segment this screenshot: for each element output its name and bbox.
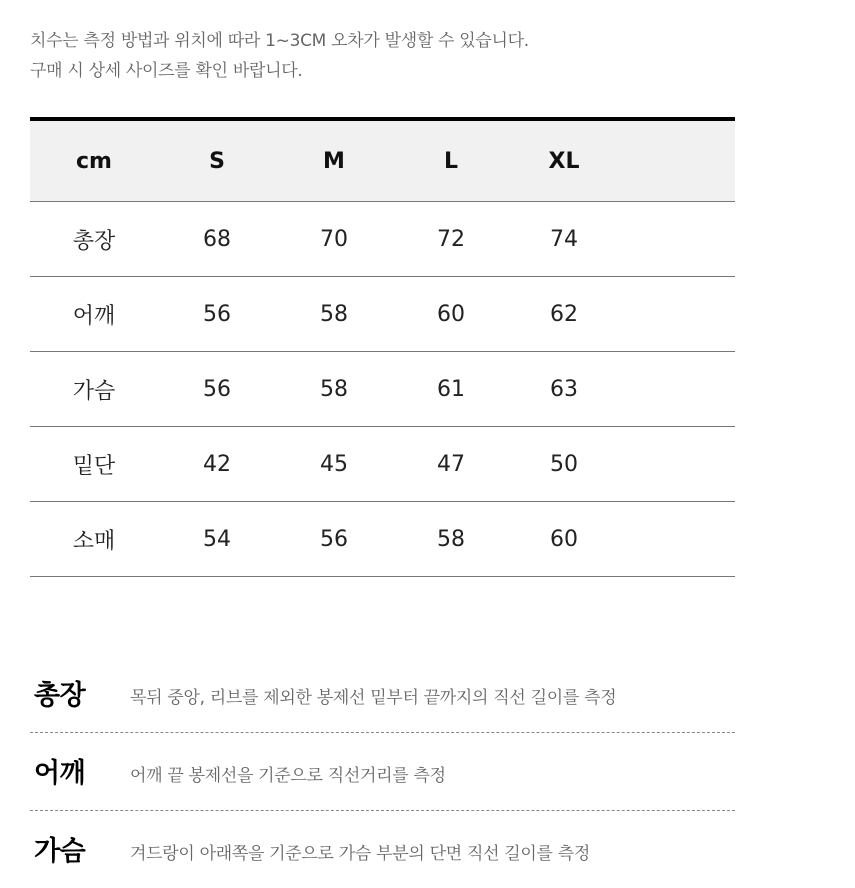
- cell-value: 58: [276, 352, 392, 427]
- cell-spacer: [618, 202, 735, 277]
- guide-description: 어깨 끝 봉제선을 기준으로 직선거리를 측정: [130, 766, 446, 786]
- cell-value: 72: [392, 202, 510, 277]
- guide-description: 겨드랑이 아래쪽을 기준으로 가슴 부분의 단면 직선 길이를 측정: [130, 844, 591, 864]
- cell-value: 45: [276, 427, 392, 502]
- measurement-guide: [30, 655, 735, 888]
- cell-value: 58: [276, 277, 392, 352]
- cell-value: 61: [392, 352, 510, 427]
- cell-value: 56: [158, 352, 276, 427]
- note-tolerance: 치수는 측정 방법과 위치에 따라 1~3CM 오차가 발생할 수 있습니다.: [30, 31, 529, 51]
- cell-value: 70: [276, 202, 392, 277]
- cell-value: 68: [158, 202, 276, 277]
- cell-value: 54: [158, 502, 276, 577]
- header-unit: cm: [30, 119, 158, 202]
- row-label: 밑단: [30, 427, 158, 502]
- header-size-xl: XL: [510, 119, 618, 202]
- guide-term: 어깨: [34, 758, 86, 789]
- size-notes: [30, 26, 529, 86]
- cell-value: 56: [276, 502, 392, 577]
- row-label: 소매: [30, 502, 158, 577]
- table-header-row: [30, 119, 735, 202]
- guide-description: 목뒤 중앙, 리브를 제외한 봉제선 밑부터 끝까지의 직선 길이를 측정: [130, 688, 617, 708]
- cell-value: 47: [392, 427, 510, 502]
- cell-value: 60: [510, 502, 618, 577]
- size-chart-table: [30, 117, 735, 577]
- table-row: [30, 502, 735, 577]
- cell-spacer: [618, 427, 735, 502]
- cell-value: 58: [392, 502, 510, 577]
- cell-value: 74: [510, 202, 618, 277]
- cell-value: 42: [158, 427, 276, 502]
- guide-item: [30, 655, 735, 733]
- cell-spacer: [618, 352, 735, 427]
- guide-term: 총장: [34, 680, 86, 711]
- header-size-l: L: [392, 119, 510, 202]
- header-size-s: S: [158, 119, 276, 202]
- cell-spacer: [618, 277, 735, 352]
- note-check-size: 구매 시 상세 사이즈를 확인 바랍니다.: [30, 61, 303, 81]
- cell-value: 60: [392, 277, 510, 352]
- header-size-m: M: [276, 119, 392, 202]
- cell-value: 56: [158, 277, 276, 352]
- row-label: 총장: [30, 202, 158, 277]
- cell-value: 50: [510, 427, 618, 502]
- guide-item: [30, 811, 735, 888]
- header-spacer: [618, 119, 735, 202]
- cell-value: 63: [510, 352, 618, 427]
- table-row: [30, 352, 735, 427]
- table-row: [30, 277, 735, 352]
- cell-spacer: [618, 502, 735, 577]
- guide-item: [30, 733, 735, 811]
- table-row: [30, 202, 735, 277]
- table-row: [30, 427, 735, 502]
- row-label: 가슴: [30, 352, 158, 427]
- row-label: 어깨: [30, 277, 158, 352]
- guide-term: 가슴: [34, 836, 86, 867]
- cell-value: 62: [510, 277, 618, 352]
